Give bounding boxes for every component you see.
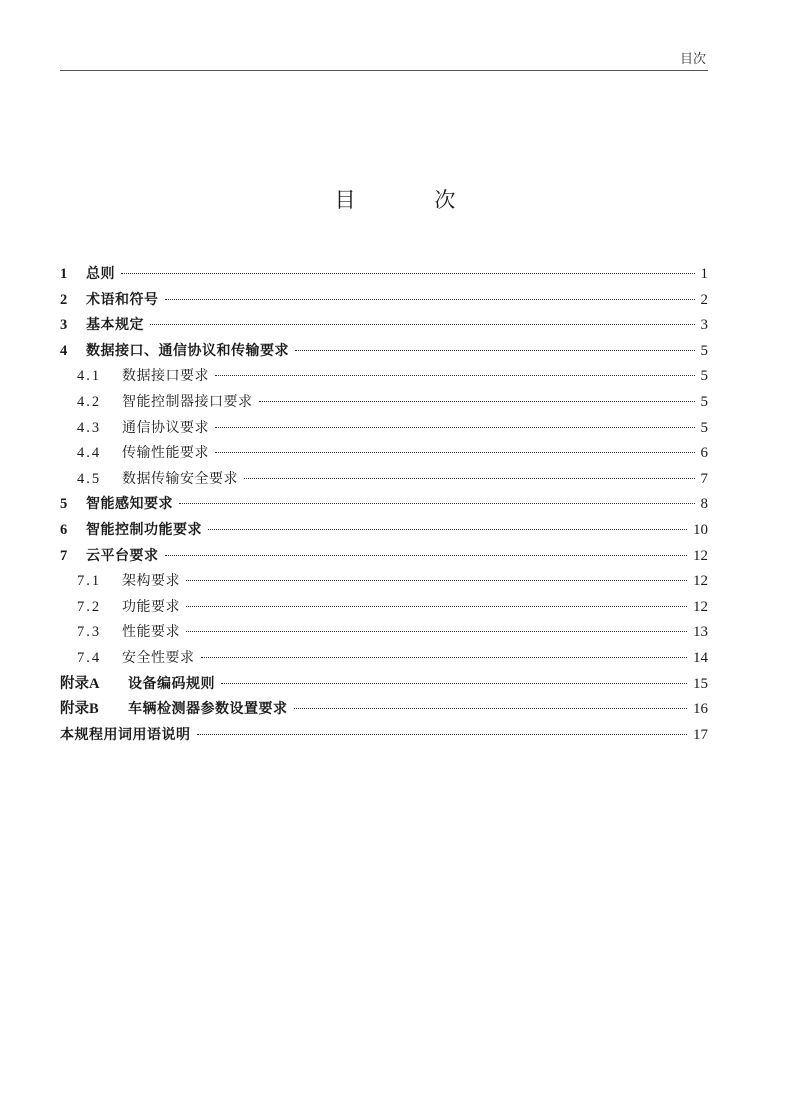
toc-entry-page: 10 [693,521,708,538]
toc-entry-title: 传输性能要求 [122,445,209,462]
toc-entry-number: 4.5 [77,470,102,487]
toc-entry-number: 6 [60,521,68,538]
toc-entry-page: 8 [700,496,708,513]
toc-entry-title: 数据接口、通信协议和传输要求 [86,342,289,359]
toc-entry-title: 智能控制器接口要求 [122,393,253,410]
toc-entry-number: 4.1 [77,368,102,385]
toc-leader-dots [165,555,688,556]
toc-leader-dots [208,529,687,530]
toc-entry-page: 6 [700,445,708,462]
toc-leader-dots [150,324,695,325]
toc-entry-number: 7.3 [77,624,102,641]
toc-entry-page: 5 [700,368,708,385]
toc-leader-dots [179,503,695,504]
toc-entry-number: 7.1 [77,573,102,590]
toc-entry-7-1[interactable] [60,569,708,595]
toc-entry-1[interactable] [60,262,708,288]
toc-entry-title: 术语和符号 [86,291,159,308]
toc-entry-title: 云平台要求 [86,547,159,564]
toc-entry-page: 7 [700,470,708,487]
toc-entry-page: 14 [693,649,708,666]
toc-leader-dots [121,273,695,274]
toc-entry-5[interactable] [60,492,708,518]
toc-entry-title: 智能感知要求 [86,496,173,513]
toc-leader-dots [197,734,688,735]
toc-leader-dots [221,683,687,684]
toc-entry-title: 总则 [86,266,115,282]
toc-entry-number: 附录A [60,675,100,692]
toc-entry-page: 12 [693,573,708,590]
toc-leader-dots [215,375,695,376]
toc-entry-title: 架构要求 [122,573,180,590]
toc-entry-page: 5 [700,342,708,359]
toc-entry-page: 16 [693,701,708,718]
toc-entry-4-2[interactable] [60,390,708,416]
toc-entry-page: 1 [700,266,708,282]
toc-entry-6[interactable] [60,518,708,544]
page-title: 目 次 [334,188,492,212]
toc-entry-page: 13 [693,624,708,641]
toc-entry-title: 功能要求 [122,598,180,615]
toc-leader-dots [186,580,687,581]
toc-entry-4-3[interactable] [60,416,708,442]
toc-leader-dots [165,299,695,300]
toc-entry-page: 2 [700,291,708,308]
toc-entry-title: 数据接口要求 [122,368,209,385]
toc-entry-appendix-a[interactable] [60,672,708,698]
toc-leader-dots [186,606,687,607]
toc-entry-7-2[interactable] [60,595,708,621]
toc-entry-7-3[interactable] [60,620,708,646]
toc-entry-number: 4.4 [77,445,102,462]
toc-entry-7[interactable] [60,544,708,570]
header-rule [60,70,708,71]
toc-leader-dots [294,708,688,709]
toc-entry-3[interactable] [60,313,708,339]
table-of-contents [60,262,708,748]
toc-entry-page: 5 [700,419,708,436]
toc-entry-number: 5 [60,496,68,513]
toc-entry-title: 本规程用词用语说明 [60,726,191,743]
toc-entry-title: 数据传输安全要求 [122,470,238,487]
toc-entry-4-1[interactable] [60,364,708,390]
toc-leader-dots [244,478,695,479]
toc-leader-dots [186,631,687,632]
toc-entry-title: 设备编码规则 [128,675,215,692]
toc-entry-terms-explanation[interactable] [60,723,708,749]
toc-entry-number: 2 [60,291,68,308]
toc-entry-title: 性能要求 [122,624,180,641]
toc-entry-number: 7 [60,547,68,564]
toc-entry-number: 4.3 [77,419,102,436]
toc-entry-number: 1 [60,266,68,282]
toc-entry-4[interactable] [60,339,708,365]
toc-leader-dots [259,401,695,402]
toc-leader-dots [295,350,695,351]
toc-leader-dots [215,427,695,428]
toc-entry-title: 安全性要求 [122,649,195,666]
toc-entry-4-4[interactable] [60,441,708,467]
toc-entry-page: 12 [693,547,708,564]
toc-entry-title: 通信协议要求 [122,419,209,436]
toc-entry-number: 4 [60,342,68,359]
toc-entry-page: 3 [700,317,708,334]
toc-entry-page: 12 [693,598,708,615]
toc-entry-number: 附录B [60,701,99,718]
toc-leader-dots [215,452,695,453]
running-header-title: 目次 [679,52,706,67]
toc-entry-7-4[interactable] [60,646,708,672]
toc-entry-appendix-b[interactable] [60,697,708,723]
toc-entry-page: 15 [693,675,708,692]
toc-entry-title: 基本规定 [86,317,144,334]
toc-entry-number: 3 [60,317,68,334]
toc-entry-title: 车辆检测器参数设置要求 [128,701,288,718]
toc-entry-2[interactable] [60,288,708,314]
toc-entry-4-5[interactable] [60,467,708,493]
toc-entry-page: 17 [693,726,708,743]
toc-entry-number: 7.4 [77,649,102,666]
toc-entry-page: 5 [700,393,708,410]
toc-entry-number: 7.2 [77,598,102,615]
toc-entry-number: 4.2 [77,393,102,410]
toc-leader-dots [201,657,688,658]
toc-entry-title: 智能控制功能要求 [86,521,202,538]
